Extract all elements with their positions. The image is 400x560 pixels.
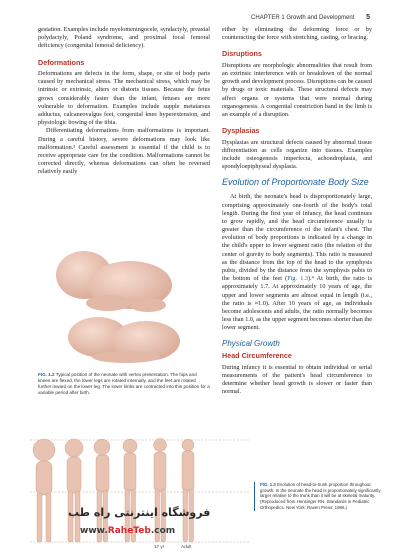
heading-dysplasias: Dysplasias xyxy=(222,126,260,136)
age-label-17yr: 17 yr xyxy=(154,544,165,549)
chapter-title: CHAPTER 1 Growth and Development xyxy=(251,15,355,21)
fig-1-3-link[interactable]: Fig. 1.3 xyxy=(287,275,309,283)
right-paragraph-1: either by eliminating the deforming force or by counteracting the force with stretching, casting, or bracing. xyxy=(222,26,372,42)
age-label-adult: Adult xyxy=(181,544,192,549)
heading-deformations: Deformations xyxy=(38,57,85,67)
heading-disruptions: Disruptions xyxy=(222,49,262,59)
right-paragraph-4b: ).⁴ At birth, the ratio is approximately 1.7. At approximately 10 years of age, the upper and lower segments are almost equal in length (i.e., the ratio is ≈1.0). After 10 years of age, as individuals become adolescents and adults, the ratio normally becomes less than 1.0, as the upper segment becomes shorter than the lower segment. xyxy=(222,275,372,332)
watermark xyxy=(36,504,216,544)
figure-1-2-text: Typical position of the neonate with vertex presentation. The hips and knees are flexed, the lower legs are rotated internally, and the feet are rotated further inward on the lower leg. The lower limbs are contracted into this position for a variable period after birth. xyxy=(38,372,210,395)
right-paragraph-4a: At birth, the neonate's head is disproportionately large, comprising approximately one-fourth of the body's total length. During the first year of infancy, the head continues to grow rapidly, and the head circumference usually is greater than the circumference of the infant's chest. The evolution of body proportions is indicated by a change in the child's upper to lower segment ratio (the relation of the center of gravity to body segments). This ratio is measured as the distance from the top of the head to the symphysis pubis, divided by the distance from the symphysis pubis to the bottom of the feet ( xyxy=(222,193,372,283)
right-paragraph-2: Disruptions are morphologic abnormalities that result from an extrinsic interference with or breakdown of the normal growth and development process. Disruptions can be caused by drugs or toxic materials. These structural defects may affect organs or systems that were normal during organogenesis. A congenital constriction band in the limb is an example of a disruption. xyxy=(222,61,372,118)
left-paragraph-1: gestation. Examples include myelomeningocele, syndactyly, preaxial polydactyly, Poland syndrome, and proximal focal femoral deficiency (congenital femoral deficiency). xyxy=(38,26,210,50)
heading-evolution: Evolution of Proportionate Body Size xyxy=(222,177,369,188)
figure-1-3-label: FIG. 1.3 xyxy=(260,482,276,487)
figure-1-3-caption xyxy=(254,482,382,511)
left-paragraph-3: Differentiating deformations from malformations is important. During a careful history, severe deformations may look like malformation.³ Careful assessment is essential if the child is to receive appropriate care for the condition. Malformations cannot be corrected directly, whereas deformations can often be reversed relatively easily xyxy=(38,127,210,176)
watermark-url: www.RaheTeb.com xyxy=(80,526,176,536)
heading-head-circumference: Head Circumference xyxy=(222,351,292,361)
neonate-illustration-bottom xyxy=(68,317,180,363)
neonate-position-figure xyxy=(38,245,210,365)
page-number: 5 xyxy=(366,14,370,21)
heading-physical-growth: Physical Growth xyxy=(222,338,280,348)
right-paragraph-4 xyxy=(222,193,372,332)
figure-1-2-caption xyxy=(38,372,210,396)
right-column xyxy=(222,26,372,396)
watermark-persian-text: فروشگاه اینترنتی راه طب xyxy=(68,506,211,519)
right-paragraph-3: Dysplasias are structural defects caused by abnormal tissue differentiation as cells organize into tissues. Examples include osteogenesis imperfecta, achondroplasia, and spondyloepiphyseal dysplasia. xyxy=(222,138,372,171)
running-header xyxy=(251,14,370,21)
figure-1-2-label: FIG. 1.2 xyxy=(38,372,55,377)
neonate-illustration-top xyxy=(56,251,172,312)
right-paragraph-5: During infancy it is essential to obtain individual or serial measurements of the patient's head circumference to determine whether head growth is slower or faster than normal. xyxy=(222,363,372,396)
left-column xyxy=(38,26,210,177)
left-paragraph-2: Deformations are defects in the form, shape, or site of body parts caused by mechanical stress. The mechanical stress, which may be intrinsic or extrinsic, alters or distorts tissues. Because the fetus grows considerably faster than the infant, fetuses are more vulnerable to deformation. Examples include supple metatarsus adductus, calcaneovalgus feet, congenital knee hyperextension, and physiologic bowing of the tibia. xyxy=(38,70,210,127)
figure-1-3-text: Evolution of head-to-trunk proportion throughout growth. In the neonate the head is proportionately significantly larger relative to the trunk than it will be at skeletal maturity. (Reproduced from Hensinger RN. Standards in Pediatric Orthopedics. New York: Raven Press; 1986.) xyxy=(260,482,381,510)
